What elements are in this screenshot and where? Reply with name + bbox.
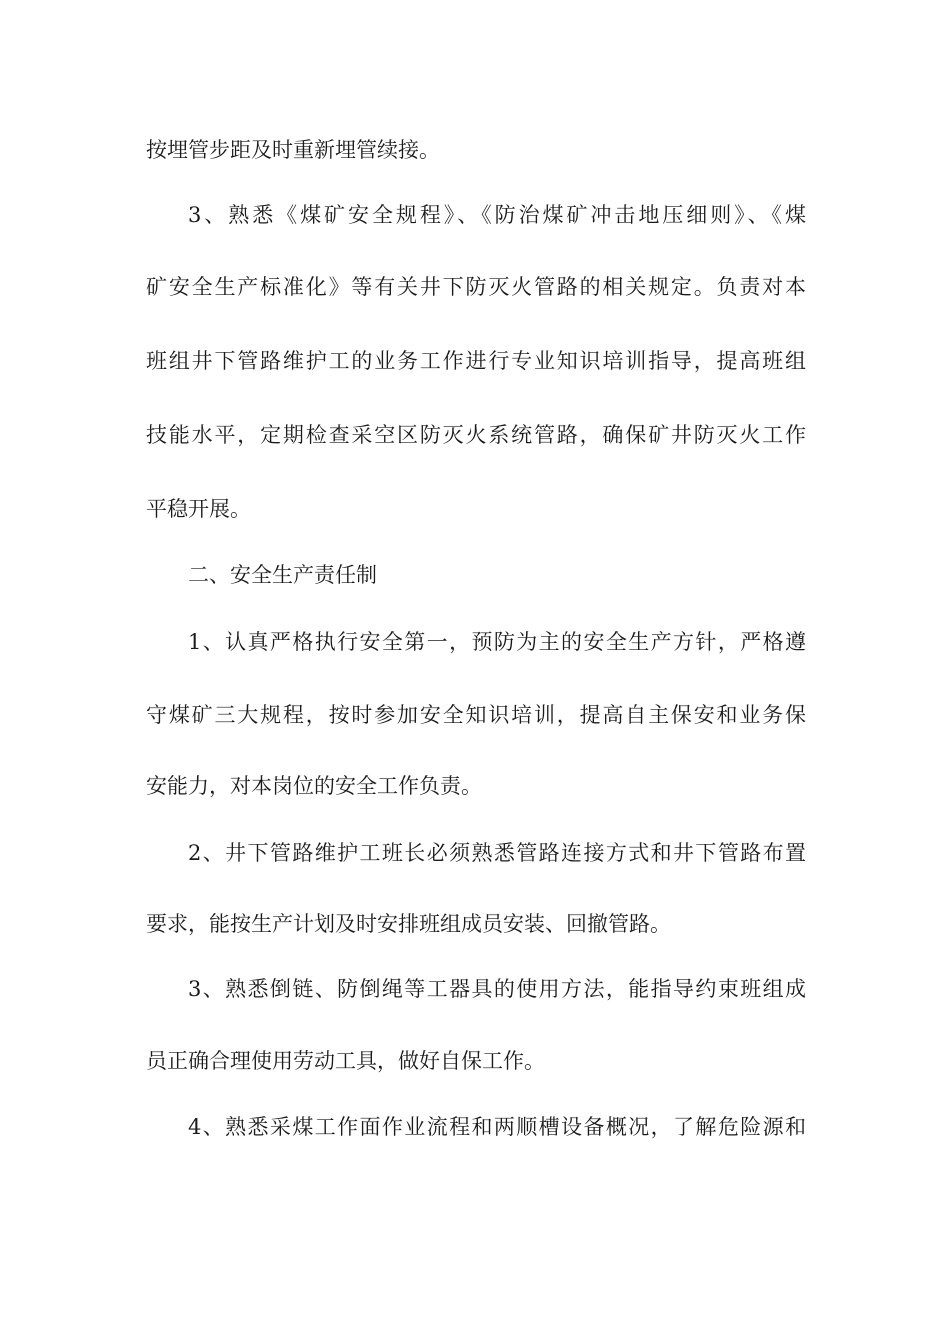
- text-line: 矿安全生产标准化》等有关井下防灭火管路的相关规定。负责对本: [146, 275, 806, 299]
- text-line: 班组井下管路维护工的业务工作进行专业知识培训指导，提高班组: [146, 349, 806, 373]
- text-line: 员正确合理使用劳动工具，做好自保工作。: [146, 1049, 545, 1073]
- text-line: 按埋管步距及时重新埋管续接。: [146, 138, 440, 162]
- text-line: 守煤矿三大规程，按时参加安全知识培训，提高自主保安和业务保: [146, 703, 806, 727]
- text-line: 安能力，对本岗位的安全工作负责。: [146, 774, 482, 798]
- text-line: 4、熟悉采煤工作面作业流程和两顺槽设备概况，了解危险源和: [188, 1115, 806, 1139]
- text-line: 1、认真严格执行安全第一，预防为主的安全生产方针，严格遵: [188, 630, 806, 654]
- section-heading: 二、安全生产责任制: [188, 563, 377, 587]
- text-line: 要求，能按生产计划及时安排班组成员安装、回撤管路。: [146, 912, 671, 936]
- text-line: 平稳开展。: [146, 497, 251, 521]
- text-line: 3、熟悉《煤矿安全规程》、《防治煤矿冲击地压细则》、《煤: [188, 203, 806, 227]
- text-line: 技能水平，定期检查采空区防灭火系统管路，确保矿井防灭火工作: [146, 423, 806, 447]
- text-line: 3、熟悉倒链、防倒绳等工器具的使用方法，能指导约束班组成: [188, 977, 806, 1001]
- text-line: 2、井下管路维护工班长必须熟悉管路连接方式和井下管路布置: [188, 841, 806, 865]
